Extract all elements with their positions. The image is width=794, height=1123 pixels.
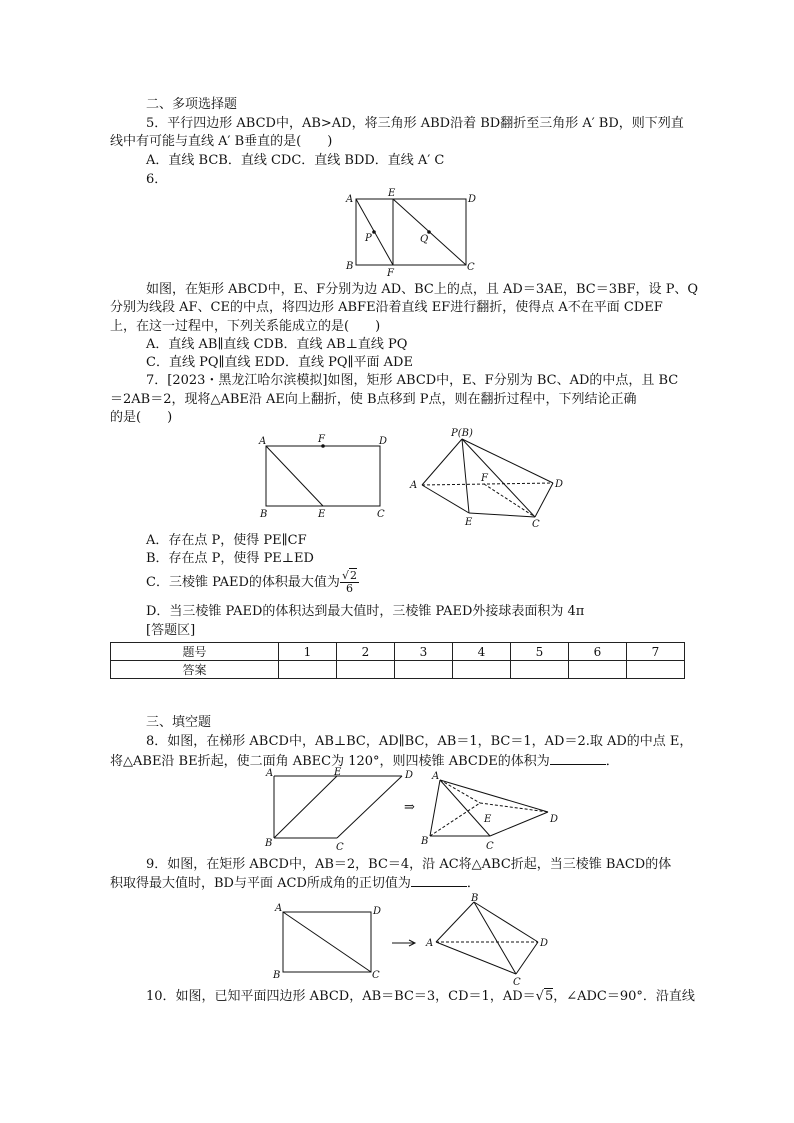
q7-fig2-label: E bbox=[465, 517, 473, 528]
q8-fig1-label: E bbox=[334, 767, 342, 778]
q6-fig-label: Q bbox=[420, 234, 429, 245]
q8-line2-end: ． bbox=[605, 754, 619, 769]
q8-figure-folded bbox=[420, 770, 565, 855]
q10-sqrt: 5 bbox=[544, 989, 554, 1004]
answer-header-cell: 7 bbox=[626, 643, 684, 661]
q8-line2-text: 将△ABE沿 BE折起，使二面角 ABEC为 120°，则四棱锥 ABCDE的体积为 bbox=[110, 754, 550, 769]
q6-fig-label: P bbox=[365, 233, 372, 244]
q7-option-c-text: C．三棱锥 PAED的体积最大值为 bbox=[146, 575, 340, 590]
q6-fig-label: A bbox=[346, 194, 354, 205]
q7-option-c-fraction: $\frac{√2}{6}$ bbox=[341, 569, 357, 595]
q10-text: 10．如图，已知平面四边形 ABCD，AB＝BC＝3，CD＝1，AD＝ bbox=[146, 989, 536, 1004]
answer-cell[interactable] bbox=[278, 661, 336, 679]
q10-text-end: ，∠ADC＝90°．沿直线 bbox=[553, 989, 695, 1004]
q10-line1: 10．如图，已知平面四边形 ABCD，AB＝BC＝3，CD＝1，AD＝√5，∠ADC＝90°．沿直线 bbox=[146, 989, 695, 1004]
q9-fig2-label: A bbox=[426, 938, 434, 949]
q9-fig1-label: A bbox=[275, 903, 283, 914]
q7-fig1-label: D bbox=[379, 436, 388, 447]
answer-header-cell: 4 bbox=[452, 643, 510, 661]
q8-fig1-label: B bbox=[265, 838, 273, 849]
q6-line2: 分别为线段 AF、CE的中点，将四边形 ABFE沿着直线 EF进行翻折，使得点 A不在平面 CDEF bbox=[110, 300, 663, 315]
answer-cell[interactable] bbox=[510, 661, 568, 679]
q6-options-cd: C．直线 PQ∥直线 EDD．直线 PQ∥平面 ADE bbox=[146, 355, 413, 370]
answer-cell[interactable] bbox=[336, 661, 394, 679]
answer-row-label: 答案 bbox=[111, 661, 279, 679]
answer-header-cell: 6 bbox=[568, 643, 626, 661]
q9-fig2-label: C bbox=[513, 977, 521, 988]
q6-options-ab: A．直线 AB∥直线 CDB．直线 AB⊥直线 PQ bbox=[146, 337, 408, 352]
q5-line1: 5．平行四边形 ABCD中，AB>AD，将三角形 ABD沿着 BD翻折至三角形 A′ BD，则下列直 bbox=[146, 116, 684, 131]
q7-fig2-label: F bbox=[481, 473, 488, 484]
answer-header-cell: 3 bbox=[394, 643, 452, 661]
q9-answer-blank[interactable] bbox=[411, 874, 467, 887]
q7-line2: ＝2AB＝2，现将△ABE沿 AE向上翻折，使 B点移到 P点，则在翻折过程中，下列结论正确 bbox=[110, 392, 637, 407]
q6-fig-label: F bbox=[387, 268, 394, 279]
q6-number: 6． bbox=[146, 172, 168, 187]
q9-arrow-icon bbox=[390, 938, 420, 948]
q9-fig1-label: B bbox=[273, 970, 281, 981]
q8-fig2-label: B bbox=[421, 836, 429, 847]
q9-line1: 9．如图，在矩形 ABCD中，AB＝2，BC＝4，沿 AC将△ABC折起，当三棱锥 BACD的体 bbox=[146, 857, 672, 872]
q8-figure-trapezoid bbox=[262, 766, 412, 851]
q8-fig2-label: A bbox=[432, 771, 440, 782]
q9-line2 bbox=[110, 874, 690, 893]
section-heading-multiple-choice: 二、多项选择题 bbox=[146, 97, 238, 112]
answer-table-header-row bbox=[111, 643, 685, 661]
q7-option-d: D．当三棱锥 PAED的体积达到最大值时，三棱锥 PAED外接球表面积为 4π bbox=[146, 604, 585, 619]
q9-figure-rectangle bbox=[272, 898, 387, 983]
q5-options: A．直线 BCB．直线 CDC．直线 BDD．直线 A′ C bbox=[146, 153, 445, 168]
q7-fraction-numerator: 2 bbox=[349, 569, 357, 582]
q7-fig1-label: F bbox=[318, 434, 325, 445]
q7-fig1-label: C bbox=[377, 509, 385, 520]
answer-header-cell: 5 bbox=[510, 643, 568, 661]
answer-cell[interactable] bbox=[394, 661, 452, 679]
q7-line3: 的是( ) bbox=[110, 410, 173, 425]
q7-option-a: A．存在点 P，使得 PE∥CF bbox=[146, 533, 307, 548]
q8-line1: 8．如图，在梯形 ABCD中，AB⊥BC，AD∥BC，AB＝1，BC＝1，AD＝2.取 AD的中点 E， bbox=[146, 734, 693, 749]
q9-line2-end: ． bbox=[466, 876, 480, 891]
q8-fig1-label: D bbox=[405, 770, 414, 781]
q5-line2: 线中有可能与直线 A′ B垂直的是( ) bbox=[110, 134, 333, 149]
q7-fig2-label: A bbox=[410, 480, 418, 491]
answer-header-cell: 1 bbox=[278, 643, 336, 661]
answer-header-cell: 题号 bbox=[111, 643, 279, 661]
answer-cell[interactable] bbox=[568, 661, 626, 679]
q8-arrow: ⇒ bbox=[404, 800, 415, 815]
q8-fig1-label: C bbox=[336, 842, 344, 853]
q9-fig1-label: D bbox=[373, 906, 382, 917]
q7-fraction-denominator: 6 bbox=[345, 582, 353, 595]
answer-area-title: [答题区] bbox=[146, 623, 196, 638]
q8-fig2-label: E bbox=[484, 814, 492, 825]
answer-cell[interactable] bbox=[452, 661, 510, 679]
q7-option-c bbox=[146, 568, 726, 598]
q6-fig-label: C bbox=[467, 262, 475, 273]
answer-table bbox=[110, 642, 685, 679]
q9-figure-folded bbox=[422, 892, 552, 987]
q9-fig2-label: D bbox=[540, 938, 549, 949]
q6-fig-label: D bbox=[468, 194, 477, 205]
q7-option-b: B．存在点 P，使得 PE⊥ED bbox=[146, 551, 314, 566]
q8-fig2-label: D bbox=[550, 814, 559, 825]
q7-fig1-label: E bbox=[318, 509, 326, 520]
q7-fig1-label: A bbox=[259, 436, 267, 447]
q6-line1: 如图，在矩形 ABCD中，E、F分别为边 AD、BC上的点，且 AD＝3AE，BC＝3BF，设 P、Q bbox=[146, 282, 699, 297]
q6-fig-label: E bbox=[388, 188, 396, 199]
section-heading-fill-in: 三、填空题 bbox=[146, 715, 212, 730]
q9-line2-text: 积取得最大值时，BD与平面 ACD所成角的正切值为 bbox=[110, 876, 411, 891]
q7-fig1-label: B bbox=[260, 509, 268, 520]
answer-cell[interactable] bbox=[626, 661, 684, 679]
q7-figure-folded bbox=[405, 425, 575, 530]
q9-fig1-label: C bbox=[372, 970, 380, 981]
q7-fig2-label: P(B) bbox=[451, 428, 473, 439]
q8-fig2-label: C bbox=[486, 841, 494, 852]
answer-table-answer-row bbox=[111, 661, 685, 679]
q6-fig-label: B bbox=[346, 261, 354, 272]
q7-figure-rectangle bbox=[255, 430, 395, 522]
q7-line1: 7．[2023・黑龙江哈尔滨模拟]如图，矩形 ABCD中，E、F分别为 BC、AD的中点，且 BC bbox=[146, 373, 679, 388]
q8-fig1-label: A bbox=[266, 768, 274, 779]
q8-answer-blank[interactable] bbox=[550, 752, 606, 765]
q9-fig2-label: B bbox=[471, 893, 479, 904]
q7-fig2-label: C bbox=[532, 519, 540, 530]
q6-figure bbox=[340, 187, 480, 277]
answer-header-cell: 2 bbox=[336, 643, 394, 661]
q7-fig2-label: D bbox=[555, 479, 564, 490]
q6-line3: 上，在这一过程中，下列关系能成立的是( ) bbox=[110, 319, 381, 334]
